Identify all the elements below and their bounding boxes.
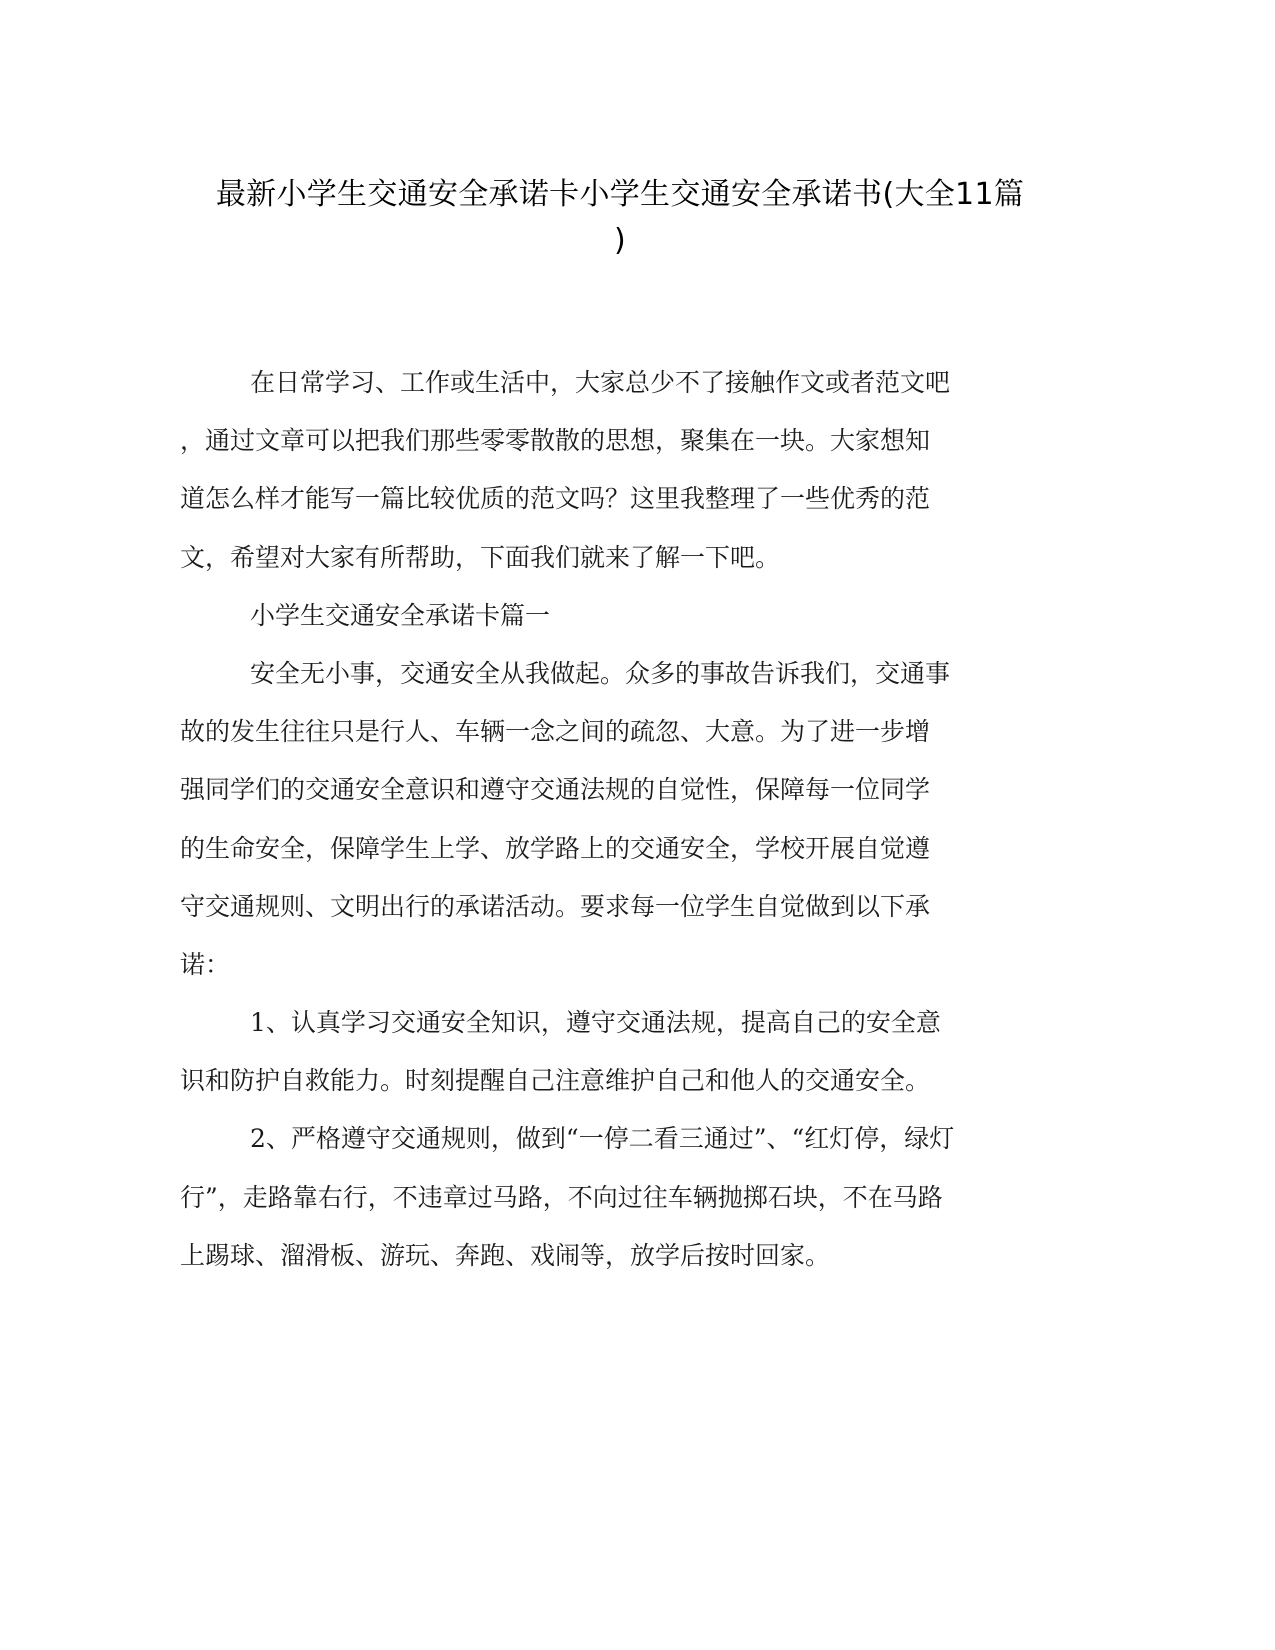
paragraph-1-line-2: 故的发生往往只是行人、车辆一念之间的疏忽、大意。为了进一步增 <box>180 717 931 747</box>
item-2-line-1: 2、严格遵守交通规则，做到“一停二看三通过”、“红灯停，绿灯 <box>250 1124 955 1154</box>
paragraph-1-line-6: 诺： <box>180 949 231 979</box>
item-2-line-3: 上踢球、溜滑板、游玩、奔跑、戏闹等，放学后按时回家。 <box>180 1240 831 1270</box>
paragraph-1-line-5: 守交通规则、文明出行的承诺活动。要求每一位学生自觉做到以下承 <box>180 891 931 921</box>
paragraph-1-line-4: 的生命安全，保障学生上学、放学路上的交通安全，学校开展自觉遵 <box>180 833 931 863</box>
document-title <box>180 172 1060 264</box>
section-heading: 小学生交通安全承诺卡篇一 <box>250 600 551 630</box>
item-2-line-2: 行”，走路靠右行，不违章过马路，不向过往车辆抛掷石块，不在马路 <box>180 1182 943 1212</box>
intro-line-1: 在日常学习、工作或生活中，大家总少不了接触作文或者范文吧 <box>250 368 951 397</box>
paragraph-1-line-1: 安全无小事，交通安全从我做起。众多的事故告诉我们，交通事 <box>250 658 951 688</box>
item-1-line-2: 识和防护自救能力。时刻提醒自己注意维护自己和他人的交通安全。 <box>180 1066 931 1096</box>
intro-line-3: 道怎么样才能写一篇比较优质的范文吗？这里我整理了一些优秀的范 <box>180 484 931 514</box>
paragraph-1-line-3: 强同学们的交通安全意识和遵守交通法规的自觉性，保障每一位同学 <box>180 775 931 805</box>
intro-line-2: ，通过文章可以把我们那些零零散散的思想，聚集在一块。大家想知 <box>180 426 931 456</box>
title-line-1: 最新小学生交通安全承诺卡小学生交通安全承诺书(大全11篇 <box>215 177 1025 212</box>
document-body <box>180 354 1040 1285</box>
title-line-2: ) <box>613 223 626 258</box>
intro-line-4: 文，希望对大家有所帮助，下面我们就来了解一下吧。 <box>180 542 781 572</box>
item-1-line-1: 1、认真学习交通安全知识，遵守交通法规，提高自己的安全意 <box>250 1008 941 1038</box>
